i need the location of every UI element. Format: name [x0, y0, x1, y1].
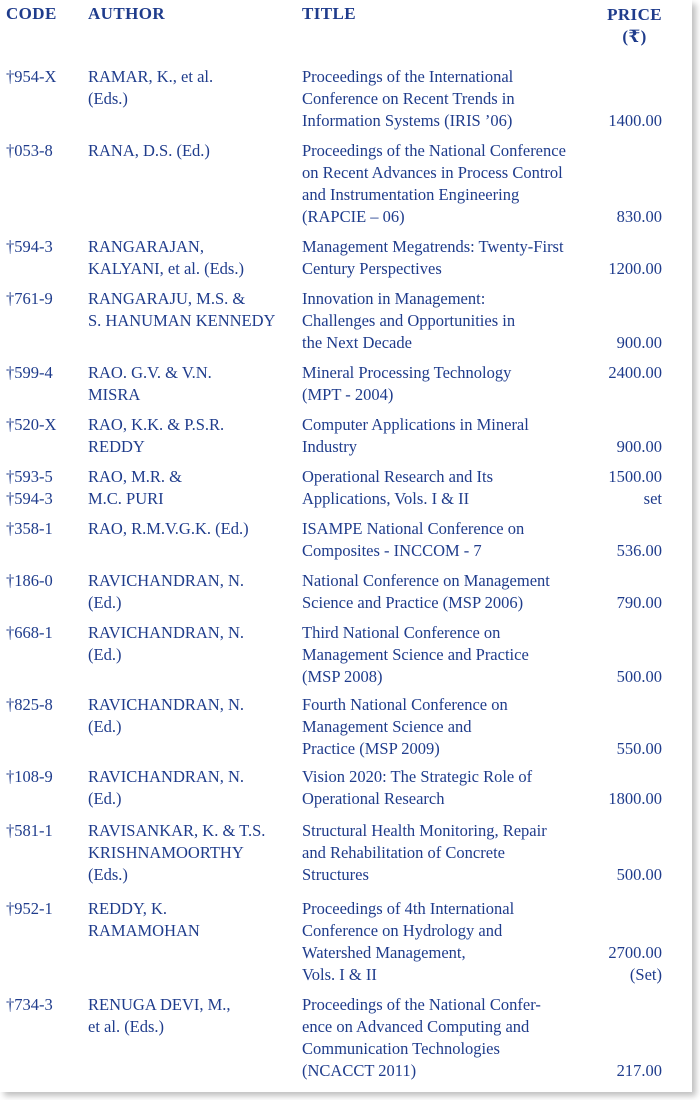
book-code-line: †734-3 — [6, 995, 53, 1014]
book-price-line: 550.00 — [616, 739, 662, 758]
book-price-line: 1500.00 — [608, 467, 662, 486]
book-title-line: Structures — [302, 865, 369, 884]
book-price-line: 1800.00 — [608, 789, 662, 808]
book-author-line: REDDY — [88, 437, 145, 456]
book-title-line: National Conference on Management — [302, 571, 550, 590]
book-price-line: 217.00 — [616, 1061, 662, 1080]
book-title-line: Structural Health Monitoring, Repair — [302, 821, 547, 840]
table-header — [0, 0, 692, 60]
book-title — [302, 766, 602, 810]
book-code — [6, 414, 86, 436]
book-title-line: and Rehabilitation of Concrete — [302, 843, 505, 862]
book-code-line: †594-3 — [6, 237, 53, 256]
book-price-line: 1200.00 — [608, 259, 662, 278]
book-title-line: Information Systems (IRIS ’06) — [302, 111, 513, 130]
book-title-line: Watershed Management, — [302, 943, 466, 962]
book-title-line: Proceedings of the National Confer- — [302, 995, 541, 1014]
book-title — [302, 66, 602, 132]
book-author-line: (Ed.) — [88, 645, 122, 664]
book-author-line: RAO, R.M.V.G.K. (Ed.) — [88, 519, 249, 538]
book-author-line: M.C. PURI — [88, 489, 164, 508]
book-code-line: †954-X — [6, 67, 57, 86]
book-price-line: 500.00 — [616, 865, 662, 884]
book-price-line: 2700.00 — [608, 943, 662, 962]
book-author-line: (Eds.) — [88, 865, 128, 884]
book-title-line: (RAPCIE – 06) — [302, 207, 405, 226]
book-author-line: (Eds.) — [88, 89, 128, 108]
book-title-line: Challenges and Opportunities in — [302, 311, 516, 330]
book-author-line: MISRA — [88, 385, 141, 404]
book-author — [88, 466, 298, 510]
book-price — [562, 864, 662, 886]
book-title-line: Century Perspectives — [302, 259, 442, 278]
book-code-line: †186-0 — [6, 571, 53, 590]
book-code — [6, 570, 86, 592]
table-row — [0, 362, 692, 414]
book-author-line: et al. (Eds.) — [88, 1017, 165, 1036]
book-author-line: RAVICHANDRAN, N. — [88, 623, 245, 642]
book-title-line: Vision 2020: The Strategic Role of — [302, 767, 533, 786]
book-title-line: on Recent Advances in Process Control — [302, 163, 563, 182]
book-title-line: the Next Decade — [302, 333, 412, 352]
book-code-line: †599-4 — [6, 363, 53, 382]
book-author — [88, 66, 298, 110]
table-row — [0, 570, 692, 622]
book-author — [88, 362, 298, 406]
book-code-line: †761-9 — [6, 289, 53, 308]
book-code — [6, 898, 86, 920]
book-author-line: RANGARAJAN, — [88, 237, 204, 256]
header-price-label: PRICE — [607, 5, 662, 24]
book-price-line: 500.00 — [616, 667, 662, 686]
book-author — [88, 414, 298, 458]
book-price — [562, 206, 662, 228]
table-row — [0, 622, 692, 694]
book-title-line: Science and Practice (MSP 2006) — [302, 593, 524, 612]
book-author — [88, 236, 298, 280]
table-row — [0, 140, 692, 236]
book-title — [302, 288, 602, 354]
book-title-line: Conference on Recent Trends in — [302, 89, 515, 108]
book-author — [88, 898, 298, 942]
book-price-line: (Set) — [629, 965, 662, 984]
header-code: CODE — [6, 4, 57, 23]
book-author — [88, 518, 298, 540]
book-title-line: Communication Technologies — [302, 1039, 500, 1058]
book-title-line: Operational Research and Its — [302, 467, 494, 486]
book-author — [88, 288, 298, 332]
book-author — [88, 766, 298, 810]
book-code-line: †581-1 — [6, 821, 53, 840]
book-title-line: Third National Conference on — [302, 623, 501, 642]
book-author-line: REDDY, K. — [88, 899, 167, 918]
book-code — [6, 994, 86, 1016]
book-author-line: RAVISANKAR, K. & T.S. — [88, 821, 266, 840]
book-author-line: RENUGA DEVI, M., — [88, 995, 231, 1014]
book-title-line: Management Science and — [302, 717, 472, 736]
book-author-line: S. HANUMAN KENNEDY — [88, 311, 276, 330]
book-price-line: set — [643, 489, 662, 508]
table-row — [0, 466, 692, 518]
book-author-line: RAVICHANDRAN, N. — [88, 695, 245, 714]
book-title — [302, 570, 602, 614]
book-title — [302, 820, 602, 886]
book-title-line: Composites - INCCOM - 7 — [302, 541, 482, 560]
book-author-line: (Ed.) — [88, 593, 122, 612]
book-code-line: †668-1 — [6, 623, 53, 642]
book-price — [562, 592, 662, 614]
book-price — [562, 788, 662, 810]
book-title-line: Proceedings of the International — [302, 67, 514, 86]
header-price — [607, 4, 662, 48]
book-author-line: RAO, K.K. & P.S.R. — [88, 415, 225, 434]
table-row — [0, 414, 692, 466]
book-title-line: Management Megatrends: Twenty-First — [302, 237, 564, 256]
book-price — [562, 362, 662, 384]
book-author-line: RAO, M.R. & — [88, 467, 182, 486]
book-code — [6, 694, 86, 716]
book-code-line: †825-8 — [6, 695, 53, 714]
book-author-line: (Ed.) — [88, 717, 122, 736]
book-author-line: RAMAMOHAN — [88, 921, 200, 940]
book-price — [562, 540, 662, 562]
book-price-line: 1400.00 — [608, 111, 662, 130]
book-title-line: Proceedings of 4th International — [302, 899, 515, 918]
book-code-line: †952-1 — [6, 899, 53, 918]
book-price — [562, 436, 662, 458]
book-price — [562, 258, 662, 280]
table-row — [0, 288, 692, 362]
book-price-line: 830.00 — [616, 207, 662, 226]
book-author — [88, 622, 298, 666]
book-price-line: 536.00 — [616, 541, 662, 560]
book-price — [562, 942, 662, 986]
book-code — [6, 66, 86, 88]
book-title-line: Innovation in Management: — [302, 289, 486, 308]
book-title-line: Proceedings of the National Conference — [302, 141, 566, 160]
book-title — [302, 898, 602, 986]
book-title — [302, 622, 602, 688]
book-title-line: Management Science and Practice — [302, 645, 529, 664]
book-code-line: †594-3 — [6, 489, 53, 508]
book-author-line: RAO. G.V. & V.N. — [88, 363, 212, 382]
book-author-line: RAMAR, K., et al. — [88, 67, 214, 86]
header-title: TITLE — [302, 4, 356, 23]
book-author — [88, 820, 298, 886]
book-code-line: †108-9 — [6, 767, 53, 786]
header-author: AUTHOR — [88, 4, 166, 23]
table-row — [0, 820, 692, 898]
book-title-line: Industry — [302, 437, 357, 456]
book-title — [302, 466, 602, 510]
book-price — [562, 1060, 662, 1082]
book-author-line: RAVICHANDRAN, N. — [88, 767, 245, 786]
table-row — [0, 694, 692, 766]
book-title — [302, 694, 602, 760]
book-title-line: (NCACCT 2011) — [302, 1061, 417, 1080]
book-title — [302, 362, 602, 406]
book-code-line: †520-X — [6, 415, 57, 434]
book-author — [88, 570, 298, 614]
book-title-line: (MSP 2008) — [302, 667, 383, 686]
table-row — [0, 236, 692, 288]
book-code-line: †358-1 — [6, 519, 53, 538]
book-code-line: †053-8 — [6, 141, 53, 160]
book-code — [6, 466, 86, 510]
book-author-line: RANGARAJU, M.S. & — [88, 289, 246, 308]
book-code — [6, 518, 86, 540]
table-row — [0, 898, 692, 994]
book-code — [6, 362, 86, 384]
book-author-line: RANA, D.S. (Ed.) — [88, 141, 210, 160]
book-title — [302, 518, 602, 562]
book-title — [302, 236, 602, 280]
table-row — [0, 518, 692, 570]
book-price — [562, 466, 662, 510]
book-author-line: KRISHNAMOORTHY — [88, 843, 244, 862]
book-code — [6, 766, 86, 788]
book-author-line: KALYANI, et al. (Eds.) — [88, 259, 244, 278]
book-author — [88, 994, 298, 1038]
book-price — [562, 110, 662, 132]
book-title-line: Applications, Vols. I & II — [302, 489, 470, 508]
table-row — [0, 66, 692, 140]
book-price-line: 900.00 — [616, 437, 662, 456]
book-title-line: Practice (MSP 2009) — [302, 739, 440, 758]
book-title-line: ence on Advanced Computing and — [302, 1017, 530, 1036]
book-title-line: Fourth National Conference on — [302, 695, 508, 714]
book-code-line: †593-5 — [6, 467, 53, 486]
book-author-line: (Ed.) — [88, 789, 122, 808]
book-price — [562, 738, 662, 760]
book-title-line: ISAMPE National Conference on — [302, 519, 525, 538]
book-title — [302, 414, 602, 458]
book-code — [6, 236, 86, 258]
book-code — [6, 622, 86, 644]
book-title-line: (MPT - 2004) — [302, 385, 394, 404]
header-currency: (₹) — [622, 27, 647, 46]
book-price-line: 2400.00 — [608, 363, 662, 382]
book-price-line: 790.00 — [616, 593, 662, 612]
book-code — [6, 820, 86, 842]
book-code — [6, 288, 86, 310]
book-price-line: 900.00 — [616, 333, 662, 352]
book-title — [302, 140, 602, 228]
book-title-line: and Instrumentation Engineering — [302, 185, 520, 204]
book-title — [302, 994, 602, 1082]
book-author-line: RAVICHANDRAN, N. — [88, 571, 245, 590]
book-title-line: Conference on Hydrology and — [302, 921, 503, 940]
book-title-line: Computer Applications in Mineral — [302, 415, 529, 434]
book-price — [562, 332, 662, 354]
book-title-line: Vols. I & II — [302, 965, 377, 984]
book-price — [562, 666, 662, 688]
table-row — [0, 994, 692, 1090]
book-author — [88, 694, 298, 738]
book-code — [6, 140, 86, 162]
table-row — [0, 766, 692, 820]
book-title-line: Operational Research — [302, 789, 445, 808]
book-title-line: Mineral Processing Technology — [302, 363, 512, 382]
book-author — [88, 140, 298, 162]
catalog-table — [0, 66, 692, 1090]
